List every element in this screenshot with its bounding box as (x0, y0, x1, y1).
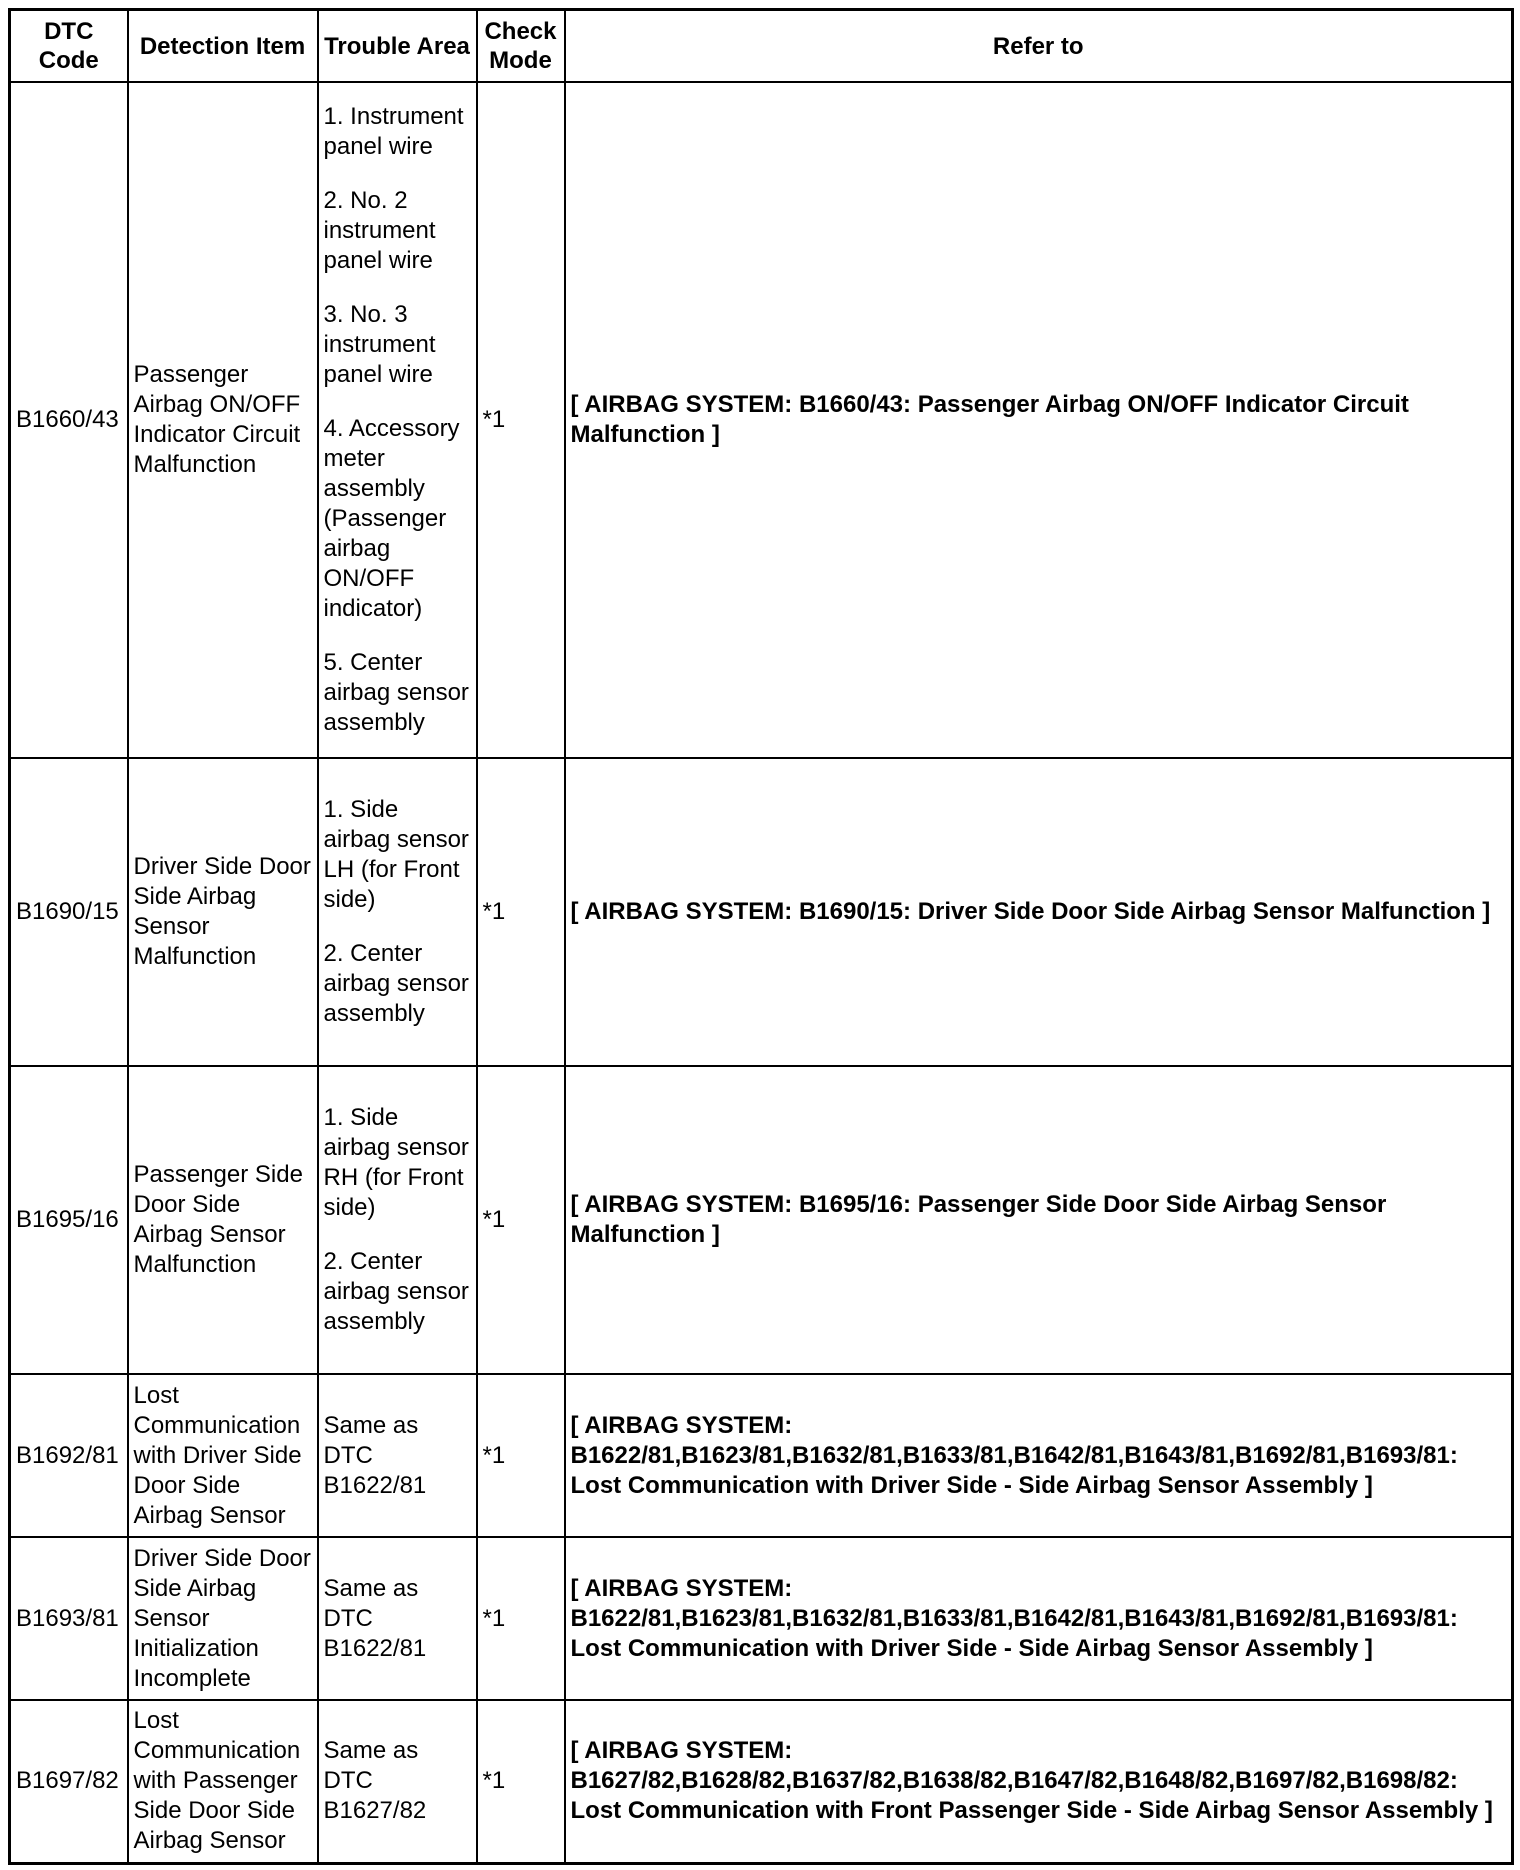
table-row (10, 1537, 1513, 1700)
refer-to-link[interactable]: [ AIRBAG SYSTEM: B1695/16: Passenger Side Door Side Airbag Sensor Malfunction ] (565, 1066, 1513, 1374)
detection-item-cell: Passenger Airbag ON/OFF Indicator Circuit Malfunction (128, 82, 318, 758)
trouble-area-cell (318, 82, 477, 758)
dtc-code-cell: B1660/43 (10, 82, 128, 758)
trouble-area-cell (318, 1066, 477, 1374)
trouble-area-entry: 1. Side airbag sensor RH (for Front side) (323, 1104, 469, 1221)
dtc-code-cell: B1692/81 (10, 1374, 128, 1537)
trouble-area-entry: 5. Center airbag sensor assembly (323, 649, 469, 736)
refer-to-link[interactable]: [ AIRBAG SYSTEM: B1627/82,B1628/82,B1637/82,B1638/82,B1647/82,B1648/82,B1697/82,B1698/82: Lost Communication with Front Passenger Side - Side Airbag Sensor Assembly ] (565, 1700, 1513, 1863)
trouble-area-cell (318, 758, 477, 1066)
table-row (10, 758, 1513, 1066)
trouble-area-entry: 3. No. 3 instrument panel wire (323, 301, 436, 388)
check-mode-cell: *1 (477, 1537, 565, 1700)
detection-item-cell: Driver Side Door Side Airbag Sensor Initialization Incomplete (128, 1537, 318, 1700)
check-mode-cell: *1 (477, 1066, 565, 1374)
refer-to-link[interactable]: [ AIRBAG SYSTEM: B1622/81,B1623/81,B1632/81,B1633/81,B1642/81,B1643/81,B1692/81,B1693/81: Lost Communication with Driver Side - Side Airbag Sensor Assembly ] (565, 1537, 1513, 1700)
header-detection-item: Detection Item (128, 10, 318, 83)
dtc-code-cell: B1697/82 (10, 1700, 128, 1863)
check-mode-cell: *1 (477, 758, 565, 1066)
trouble-area-entry: 4. Accessory meter assembly (Passenger airbag ON/OFF indicator) (323, 415, 460, 622)
trouble-area-entry: Same as DTC B1627/82 (323, 1737, 427, 1825)
dtc-code-cell: B1690/15 (10, 758, 128, 1066)
trouble-area-cell (318, 1374, 477, 1537)
refer-to-link[interactable]: [ AIRBAG SYSTEM: B1690/15: Driver Side Door Side Airbag Sensor Malfunction ] (565, 758, 1513, 1066)
detection-item-cell: Driver Side Door Side Airbag Sensor Malfunction (128, 758, 318, 1066)
dtc-code-cell: B1695/16 (10, 1066, 128, 1374)
header-refer-to: Refer to (565, 10, 1513, 83)
detection-item-cell: Passenger Side Door Side Airbag Sensor Malfunction (128, 1066, 318, 1374)
detection-item-cell: Lost Communication with Driver Side Door Side Airbag Sensor (128, 1374, 318, 1537)
table-row (10, 1700, 1513, 1863)
refer-to-link[interactable]: [ AIRBAG SYSTEM: B1622/81,B1623/81,B1632/81,B1633/81,B1642/81,B1643/81,B1692/81,B1693/81: Lost Communication with Driver Side - Side Airbag Sensor Assembly ] (565, 1374, 1513, 1537)
check-mode-cell: *1 (477, 1374, 565, 1537)
header-row (10, 10, 1513, 83)
trouble-area-entry: Same as DTC B1622/81 (323, 1411, 427, 1499)
dtc-code-cell: B1693/81 (10, 1537, 128, 1700)
trouble-area-entry: 1. Instrument panel wire (323, 103, 464, 160)
trouble-area-entry: 2. Center airbag sensor assembly (323, 940, 469, 1027)
dtc-table (8, 8, 1514, 1865)
trouble-area-cell (318, 1537, 477, 1700)
check-mode-cell: *1 (477, 82, 565, 758)
table-row (10, 1066, 1513, 1374)
trouble-area-entry: Same as DTC B1622/81 (323, 1574, 427, 1662)
detection-item-cell: Lost Communication with Passenger Side Door Side Airbag Sensor (128, 1700, 318, 1863)
trouble-area-cell (318, 1700, 477, 1863)
header-check-mode: Check Mode (477, 10, 565, 83)
refer-to-link[interactable]: [ AIRBAG SYSTEM: B1660/43: Passenger Airbag ON/OFF Indicator Circuit Malfunction ] (565, 82, 1513, 758)
trouble-area-entry: 2. No. 2 instrument panel wire (323, 187, 436, 274)
trouble-area-entry: 1. Side airbag sensor LH (for Front side) (323, 796, 469, 913)
check-mode-cell: *1 (477, 1700, 565, 1863)
table-row (10, 82, 1513, 758)
table-row (10, 1374, 1513, 1537)
header-trouble-area: Trouble Area (318, 10, 477, 83)
trouble-area-entry: 2. Center airbag sensor assembly (323, 1248, 469, 1335)
header-dtc-code: DTC Code (10, 10, 128, 83)
